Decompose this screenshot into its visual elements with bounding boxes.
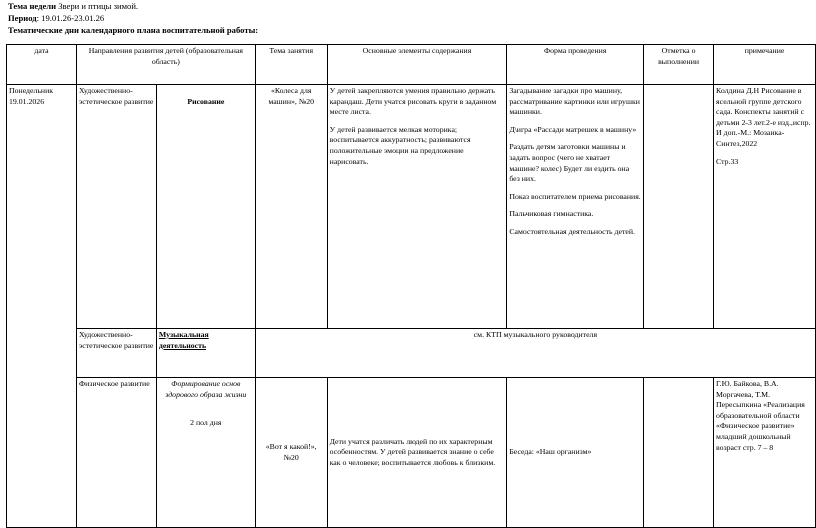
form-cell — [507, 85, 644, 329]
table-row — [7, 85, 816, 329]
period-line — [8, 12, 104, 24]
topic-cell: «Вот я какой!», №20 — [255, 378, 327, 528]
area-cell: Художественно-эстетическое развитие — [76, 329, 156, 378]
content-paragraph: У детей закрепляются умения правильно держать карандаш. Дети учатся рисовать круги в заданном месте листа. — [329, 86, 497, 117]
content-paragraph: У детей развивается мелкая моторика; воспитывается аккуратность; развиваются положительные эмоции на предложение нарисовать. — [329, 124, 471, 166]
plan-table — [6, 44, 816, 528]
table-row — [7, 329, 816, 378]
activity-music: Музыкальная деятельность — [158, 330, 209, 350]
period-label: Период — [8, 13, 37, 23]
header-mark: Отметка о выполнении — [644, 45, 714, 85]
table-row — [7, 378, 816, 528]
form-paragraph: Загадывание загадки про машину, рассматривание картинки или игрушки машинки. — [509, 86, 640, 117]
half-day-label: 2 пол дня — [190, 418, 222, 428]
activity-cell — [156, 85, 255, 329]
thematic-days-line — [8, 24, 258, 36]
period-value: : 19.01.26-23.01.26 — [36, 13, 105, 23]
content-cell — [327, 85, 507, 329]
note-cell — [714, 85, 816, 329]
form-paragraph: Д\игра «Рассади матрешек в машину» — [509, 124, 637, 134]
area-cell: Художественно-эстетическое развитие — [76, 85, 156, 329]
header-form: Форма проведения — [507, 45, 644, 85]
header-topic: Тема занятия — [255, 45, 327, 85]
week-theme-line — [8, 0, 138, 12]
mark-cell — [644, 378, 714, 528]
week-theme-value: Звери и птицы зимой. — [56, 1, 139, 11]
date-cell — [7, 85, 77, 528]
header-content: Основные элементы содержания — [327, 45, 507, 85]
music-merged-cell: см. КТП музыкального руководителя — [255, 329, 815, 378]
note-reference: Колдина Д.Н Рисование в ясельной группе детского сада. Конспекты занятий с детьми 2-3 лет.2-е изд.,испр. И доп.-М.: Мозаика-Синтез,2022 — [716, 86, 811, 148]
header-note: примечание — [714, 45, 816, 85]
form-paragraph: Самостоятельная деятельность детей. — [509, 226, 635, 236]
form-paragraph: Раздать детям заготовки машины и задать вопрос (чего не хватает машине? колес) Будет ли ездить она без них. — [509, 142, 630, 184]
form-cell: Беседа: «Наш организм» — [507, 378, 644, 528]
thematic-days-label: Тематические дни календарного плана воспитательной работы: — [8, 25, 259, 35]
mark-cell — [644, 85, 714, 329]
form-paragraph: Показ воспитателем приема рисования. — [509, 191, 641, 201]
header-direction: Направления развития детей (образовательная область) — [76, 45, 255, 85]
content-cell: Дети учатся различать людей по их характерным особенностям. У детей развивается знание о себе как о человеке; воспитывается любовь к близким. — [327, 378, 507, 528]
topic-cell: «Колеса для машин», №20 — [255, 85, 327, 329]
note-page: Стр.33 — [716, 156, 739, 166]
week-theme-label: Тема недели — [8, 1, 57, 11]
activity-cell — [156, 378, 255, 528]
activity-drawing: Рисование — [187, 97, 225, 106]
note-cell: Г.Ю. Байкова, В.А. Моргачева, Т.М. Пересыпкина «Реализация образовательной области «Физическое развитие» младший дошкольный возраст стр. 7 – 8 — [714, 378, 816, 528]
activity-cell — [156, 329, 255, 378]
table-header-row — [7, 45, 816, 85]
header-date: дата — [7, 45, 77, 85]
activity-health: Формирование основ здорового образа жизни — [165, 379, 247, 399]
date-value: 19.01.2026 — [9, 96, 45, 106]
day-name: Понедельник — [9, 86, 54, 95]
form-paragraph: Пальчиковая гимнастика. — [509, 209, 594, 219]
area-cell: Физическое развитие — [76, 378, 156, 528]
